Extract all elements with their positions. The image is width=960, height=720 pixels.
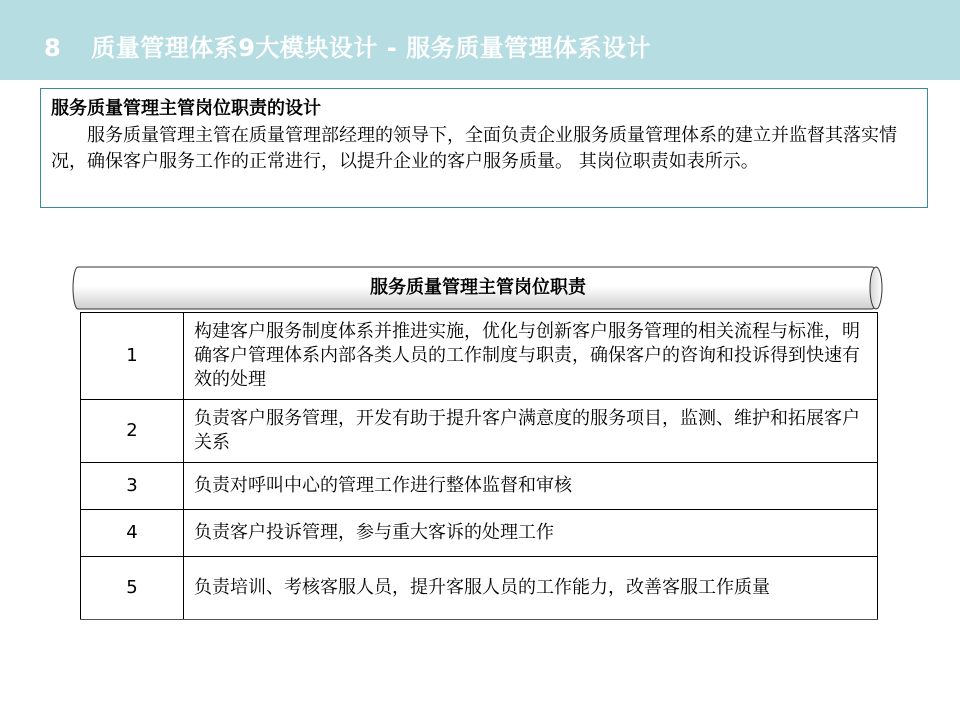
table-row	[81, 463, 878, 510]
row-text: 构建客户服务制度体系并推进实施，优化与创新客户服务管理的相关流程与标准，明确客户管理体系内部各类人员的工作制度与职责，确保客户的咨询和投诉得到快速有效的处理	[184, 313, 878, 400]
row-number: 1	[81, 313, 184, 400]
table-title-scroll	[72, 265, 884, 311]
table-title: 服务质量管理主管岗位职责	[370, 277, 586, 298]
section-number: 8	[44, 34, 62, 62]
row-text: 负责对呼叫中心的管理工作进行整体监督和审核	[184, 463, 878, 510]
section-title: 质量管理体系9大模块设计 - 服务质量管理体系设计	[91, 34, 652, 62]
table-row	[81, 400, 878, 463]
duties-table	[80, 312, 878, 620]
row-number: 5	[81, 557, 184, 620]
table-row	[81, 557, 878, 620]
slide-title	[44, 28, 651, 63]
intro-body: 服务质量管理主管在质量管理部经理的领导下，全面负责企业服务质量管理体系的建立并监督其落实情况，确保客户服务工作的正常进行，以提升企业的客户服务质量。 其岗位职责如表所示。	[51, 125, 897, 172]
table-row	[81, 313, 878, 400]
header-bar	[0, 0, 960, 80]
table-row	[81, 510, 878, 557]
intro-box	[40, 88, 928, 208]
row-text: 负责客户投诉管理，参与重大客诉的处理工作	[184, 510, 878, 557]
row-number: 2	[81, 400, 184, 463]
row-number: 4	[81, 510, 184, 557]
row-number: 3	[81, 463, 184, 510]
intro-title: 服务质量管理主管岗位职责的设计	[51, 98, 321, 119]
row-text: 负责培训、考核客服人员，提升客服人员的工作能力，改善客服工作质量	[184, 557, 878, 620]
row-text: 负责客户服务管理，开发有助于提升客户满意度的服务项目，监测、维护和拓展客户关系	[184, 400, 878, 463]
